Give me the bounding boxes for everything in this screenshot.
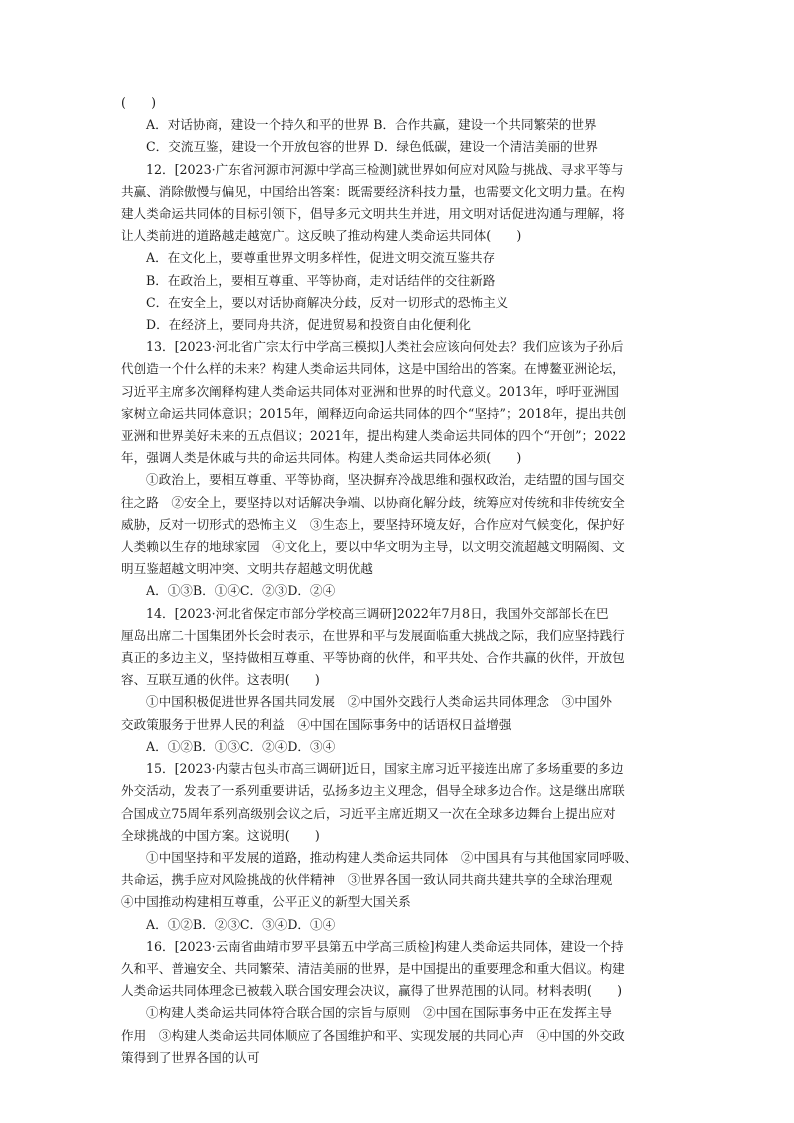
question-15-options: A．①②B．②③C．③④D．①④ [146,916,336,932]
question-16-stem-line-2: 久和平、普遍安全、共同繁荣、清洁美丽的世界，是中国提出的重要理念和重大倡议。构建 [121,960,625,976]
question-14 [121,603,677,758]
question-13 [121,336,677,602]
question-15-statement-line-1: ①中国坚持和平发展的道路，推动构建人类命运共同体 ②中国具有与其他国家同呼吸、 [146,849,638,865]
question-14-stem-line-2: 厘岛出席二十国集团外长会时表示，在世界和平与发展面临重大挑战之际，我们应坚持践行 [121,627,625,643]
question-14-stem-line-1: 14．[2023·河北省保定市部分学校高三调研]2022年7月8日，我国外交部部长在巴 [146,605,609,621]
question-11-option-cd: C．交流互鉴，建设一个开放包容的世界 D．绿色低碳，建设一个清洁美丽的世界 [146,139,598,155]
question-14-stem-line-3: 真正的多边主义，坚持做相互尊重、平等协商的伙伴，和平共处、合作共赢的伙伴，开放包 [121,650,625,666]
question-12-stem-line-2: 共赢、消除傲慢与偏见，中国给出答案：既需要经济科技力量，也需要文化文明力量。在构 [121,183,625,199]
question-12-option-b: B．在政治上，要相互尊重、平等协商，走对话结伴的交往新路 [146,272,496,288]
document-page [121,92,677,1069]
question-15-statement-line-3: ④中国推动构建相互尊重，公平正义的新型大国关系 [121,894,411,910]
question-16 [121,936,677,1069]
question-11-stem-end: ( ) [121,95,157,110]
question-14-statement-line-1: ①中国积极促进世界各国共同发展 ②中国外交践行人类命运共同体理念 ③中国外 [146,694,612,710]
question-13-stem-line-2: 代创造一个什么样的未来？构建人类命运共同体，这是中国给出的答案。在博鳌亚洲论坛， [121,361,625,377]
question-13-statement-line-2: 往之路 ②安全上，要坚持以对话解决争端、以协商化解分歧，统筹应对传统和非传统安全 [121,494,625,510]
question-12-stem-line-1: 12．[2023·广东省河源市河源中学高三检测]就世界如何应对风险与挑战、寻求平等与 [146,161,624,177]
question-13-statement-line-1: ①政治上，要相互尊重、平等协商，坚决摒弃冷战思维和强权政治，走结盟的国与国交 [146,472,625,488]
question-13-stem-line-4: 家树立命运共同体意识；2015年，阐释迈向命运共同体的四个“坚持”；2018年，提出共创 [121,405,627,421]
question-11-tail [121,92,677,159]
question-13-stem-line-6: 年，强调人类是休戚与共的命运共同体。构建人类命运共同体必须( ) [121,450,522,466]
question-12-stem-line-4: 让人类前进的道路越走越宽广。这反映了推动构建人类命运共同体( ) [121,228,522,244]
question-13-stem-line-3: 习近平主席多次阐释构建人类命运共同体对亚洲和世界的时代意义。2013年，呼吁亚洲国 [121,383,620,399]
question-16-statement-line-1: ①构建人类命运共同体符合联合国的宗旨与原则 ②中国在国际事务中正在发挥主导 [146,1005,612,1021]
question-15-stem-line-1: 15．[2023·内蒙古包头市高三调研]近日，国家主席习近平接连出席了多场重要的多边 [146,761,624,777]
question-15 [121,758,677,936]
question-13-statement-line-3: 威胁，反对一切形式的恐怖主义 ③生态上，要坚持环境友好，合作应对气候变化，保护好 [121,516,625,532]
question-15-statement-line-2: 共命运，携手应对风险挑战的伙伴精神 ③世界各国一致认同共商共建共享的全球治理观 [121,872,613,888]
question-11-option-ab: A．对话协商，建设一个持久和平的世界 B．合作共赢，建设一个共同繁荣的世界 [146,117,597,133]
question-13-statement-line-4: 人类赖以生存的地球家园 ④文化上，要以中华文明为主导，以文明交流超越文明隔阂、文 [121,539,625,555]
question-13-stem-line-5: 亚洲和世界美好未来的五点倡议；2021年，提出构建人类命运共同体的四个“开创”；2022 [121,428,627,444]
question-15-stem-line-4: 全球挑战的中国方案。这说明( ) [121,827,320,843]
question-12-option-a: A．在文化上，要尊重世界文明多样性，促进文明交流互鉴共存 [146,250,496,266]
question-15-stem-line-2: 外交活动，发表了一系列重要讲话，弘扬多边主义理念，倡导全球多边合作。这是继出席联 [121,783,625,799]
question-14-statement-line-2: 交政策服务于世界人民的利益 ④中国在国际事务中的话语权日益增强 [121,716,512,732]
question-12-option-d: D．在经济上，要同舟共济，促进贸易和投资自由化便利化 [146,317,471,333]
question-14-options: A．①②B．①③C．②④D．③④ [146,738,336,754]
question-13-stem-line-1: 13．[2023·河北省广宗太行中学高三模拟]人类社会应该向何处去？我们应该为子孙后 [146,339,624,355]
question-12 [121,159,677,337]
question-16-stem-line-3: 人类命运共同体理念已被载入联合国安理会决议，赢得了世界范围的认同。材料表明( ) [121,983,622,999]
question-16-statement-line-3: 策得到了世界各国的认可 [121,1049,260,1065]
question-16-statement-line-2: 作用 ③构建人类命运共同体顺应了各国维护和平、实现发展的共同心声 ④中国的外交政 [121,1027,625,1043]
question-12-stem-line-3: 建人类命运共同体的目标引领下，倡导多元文明共生并进，用文明对话促进沟通与理解，将 [121,206,625,222]
question-12-option-c: C．在安全上，要以对话协商解决分歧，反对一切形式的恐怖主义 [146,294,509,310]
question-13-statement-line-5: 明互鉴超越文明冲突、文明共存超越文明优越 [121,561,373,577]
question-13-options: A．①③B．①④C．②③D．②④ [146,583,336,599]
question-15-stem-line-3: 合国成立75周年系列高级别会议之后，习近平主席近期又一次在全球多边舞台上提出应对 [121,805,616,821]
question-16-stem-line-1: 16．[2023·云南省曲靖市罗平县第五中学高三质检]构建人类命运共同体，建设一个持 [146,938,624,954]
question-14-stem-line-4: 容、互联互通的伙伴。这表明( ) [121,672,320,688]
